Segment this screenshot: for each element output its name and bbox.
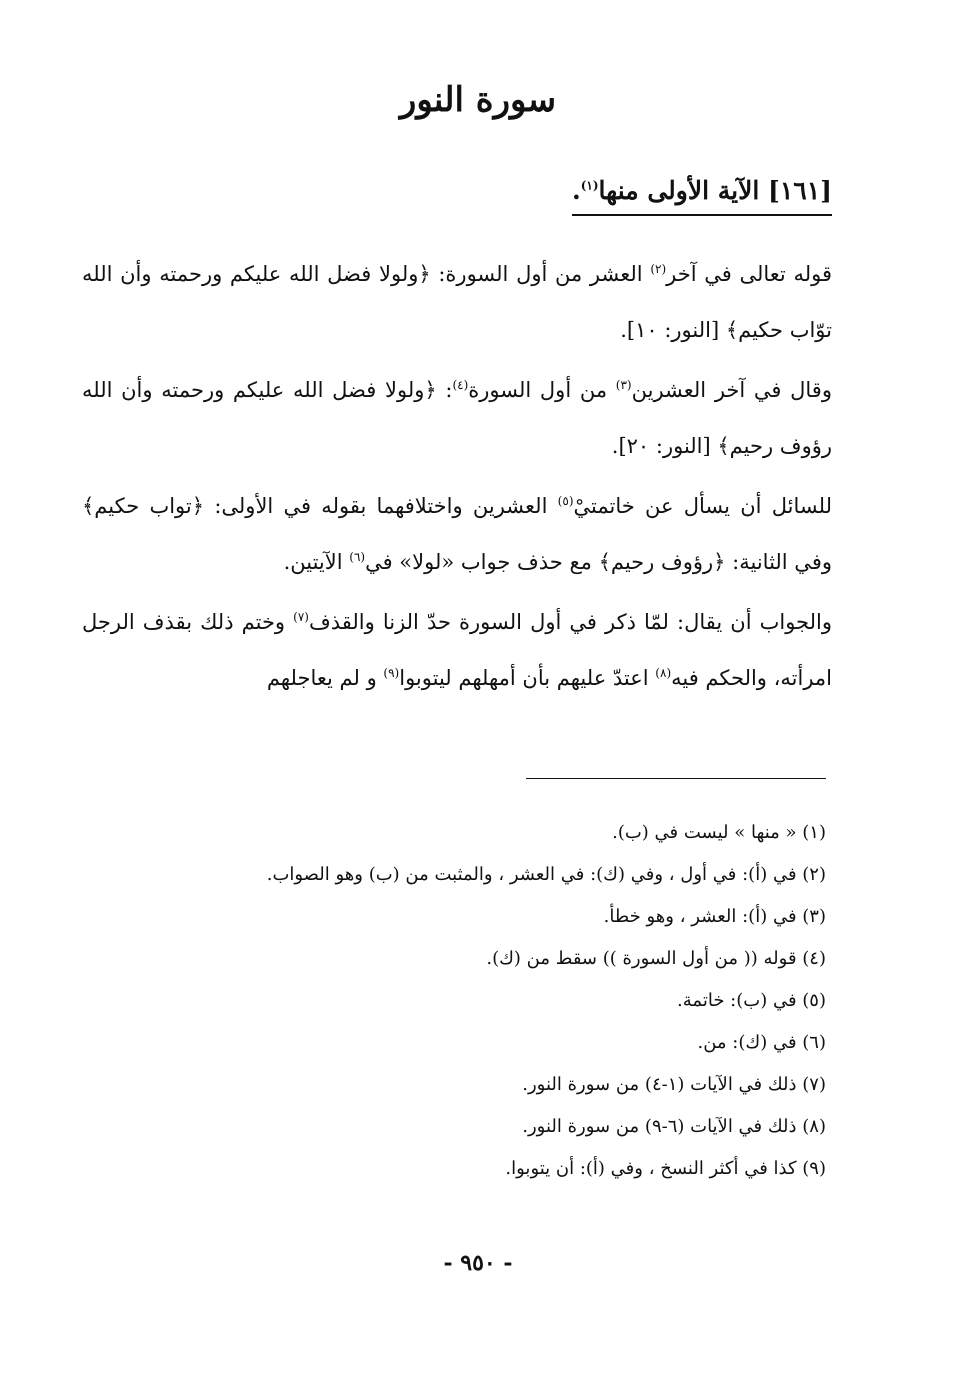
paragraph-text: قوله تعالى في آخر — [666, 262, 832, 286]
footnotes-list — [206, 812, 826, 1190]
body-paragraph — [82, 246, 832, 358]
footnote-item: (٥) في (ب): خاتمة. — [677, 990, 826, 1011]
footnote-ref: (٨) — [655, 666, 672, 680]
footnote-item: (٤) قوله (( من أول السورة )) سقط من (ك). — [486, 948, 826, 969]
paragraph-text: والجواب أن يقال: لمّا ذكر في أول السورة حدّ الزنا والقذف — [308, 610, 832, 634]
paragraph-text: الآيتين. — [283, 550, 350, 574]
paragraph-text: من أول السورة — [468, 378, 616, 402]
body-paragraph — [82, 594, 832, 706]
paragraph-text: : ﴿ولولا فضل الله عليكم ورحمته وأن الله رؤوف رحيم﴾ [النور: ٢٠]. — [82, 378, 832, 458]
footnote-divider — [526, 778, 826, 779]
footnote-ref: (٢) — [650, 262, 667, 276]
paragraph-text: العشرين واختلافهما بقوله في الأولى: ﴿تواب حكيم﴾ وفي الثانية: ﴿رؤوف رحيم﴾ مع حذف جواب «لولا» في — [82, 494, 832, 574]
body-paragraph — [82, 478, 832, 590]
heading-footnote-ref: (١) — [580, 178, 599, 193]
body-paragraph — [82, 362, 832, 474]
verse-heading-text: [١٦١] الآية الأولى منها — [598, 176, 832, 205]
verse-heading — [572, 176, 832, 216]
footnote-item: (٣) في (أ): العشر ، وهو خطأ. — [603, 906, 826, 927]
footnote-item: (٨) ذلك في الآيات (٦-٩) من سورة النور. — [522, 1116, 826, 1137]
paragraph-text: العشر من أول السورة: ﴿ولولا فضل الله عليكم ورحمته وأن الله توّاب حكيم﴾ [النور: ١٠]. — [82, 262, 832, 342]
surah-title: سورة النور — [399, 80, 557, 120]
footnote-item: (٦) في (ك): من. — [697, 1032, 826, 1053]
paragraph-text: وقال في آخر العشرين — [631, 378, 832, 402]
footnote-ref: (٥) — [557, 494, 574, 508]
footnote-ref: (٩) — [383, 666, 400, 680]
footnote-ref: (٦) — [349, 550, 366, 564]
paragraph-text: اعتدّ عليهم بأن أمهلهم ليتوبوا — [399, 666, 656, 690]
footnote-ref: (٧) — [293, 610, 309, 624]
heading-period: . — [572, 176, 581, 205]
paragraph-text: وختم ذلك بقذف الرجل امرأته، والحكم فيه — [82, 610, 832, 690]
footnote-item: (١) « منها » ليست في (ب). — [612, 822, 826, 843]
footnote-ref: (٤) — [452, 378, 469, 392]
footnote-item: (٩) كذا في أكثر النسخ ، وفي (أ): أن يتوبوا. — [505, 1158, 826, 1179]
paragraph-text: للسائل أن يسأل عن خاتمتيْ — [573, 494, 832, 518]
paragraph-text: و لم يعاجلهم — [266, 666, 384, 690]
footnote-item: (٢) في (أ): في أول ، وفي (ك): في العشر ، والمثبت من (ب) وهو الصواب. — [266, 864, 826, 885]
page-number: - ٩٥٠ - — [443, 1250, 513, 1276]
body-text — [82, 246, 832, 706]
footnote-ref: (٣) — [615, 378, 632, 392]
footnote-item: (٧) ذلك في الآيات (١-٤) من سورة النور. — [522, 1074, 826, 1095]
